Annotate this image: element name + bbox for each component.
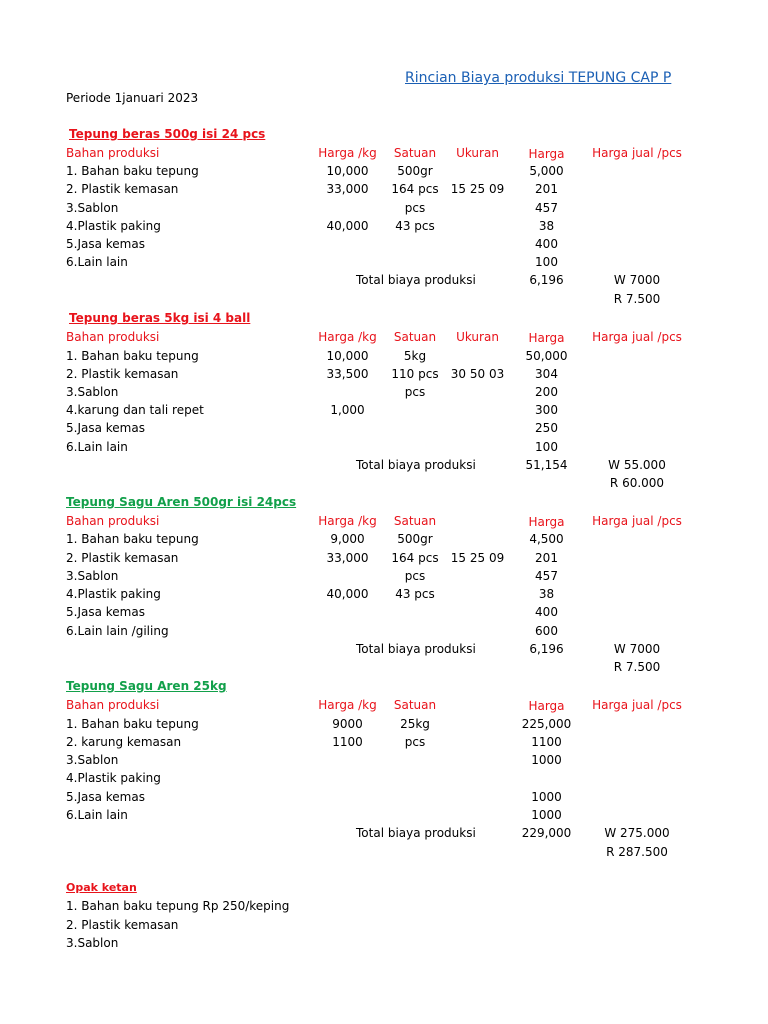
row-name: 4.Plastik paking: [66, 587, 161, 601]
row-satuan: 43 pcs: [395, 587, 435, 601]
row-ukuran: 30 50 03: [450, 367, 505, 381]
row-harga: 201: [535, 182, 558, 196]
row-satuan: 164 pcs: [391, 182, 439, 196]
header-satuan: Satuan: [393, 146, 437, 160]
row-harga-kg: 1100: [332, 735, 363, 749]
header-satuan: Satuan: [393, 698, 437, 712]
header-row: [0, 698, 768, 716]
row-harga: 38: [538, 219, 555, 233]
row-harga-kg: 33,000: [326, 182, 369, 196]
harga-jual-w: W 7000: [613, 273, 661, 287]
row-ukuran: 15 25 09: [450, 182, 505, 196]
row-name: 1. Bahan baku tepung: [66, 717, 199, 731]
table-row: [0, 349, 768, 367]
header-ukuran: Ukuran: [456, 146, 499, 160]
row-harga: 250: [535, 421, 558, 435]
total-row: [0, 458, 768, 476]
row-name: 6.Lain lain: [66, 440, 128, 454]
row-satuan: 164 pcs: [391, 551, 439, 565]
row-name: 1. Bahan baku tepung: [66, 532, 199, 546]
table-row: [0, 735, 768, 753]
section-title: Tepung Sagu Aren 500gr isi 24pcs: [66, 495, 297, 509]
row-harga: 100: [535, 440, 558, 454]
header-harga-kg: Harga /kg: [318, 330, 377, 344]
row-name: 4.karung dan tali repet: [66, 403, 204, 417]
document-title: Rincian Biaya produksi TEPUNG CAP P: [405, 71, 672, 85]
row-name: 5.Jasa kemas: [66, 237, 145, 251]
row-harga: 5,000: [529, 164, 564, 178]
row-name: 5.Jasa kemas: [66, 421, 145, 435]
harga-jual-r: R 7.500: [613, 660, 661, 674]
section-title: Tepung Sagu Aren 25kg: [66, 679, 227, 693]
row-harga-kg: 9000: [332, 717, 363, 731]
price-row: [0, 845, 768, 863]
header-bahan: Bahan produksi: [66, 146, 160, 160]
price-row: [0, 660, 768, 678]
row-harga: 600: [535, 624, 558, 638]
row-harga-kg: 1,000: [330, 403, 365, 417]
table-row: [0, 753, 768, 771]
list-item: 3.Sablon: [66, 936, 119, 950]
price-row: [0, 292, 768, 310]
row-name: 2. Plastik kemasan: [66, 182, 179, 196]
header-harga: Harga: [528, 147, 565, 161]
table-row: [0, 421, 768, 439]
harga-jual-r: R 60.000: [609, 476, 665, 490]
row-satuan: pcs: [404, 385, 426, 399]
row-harga: 201: [535, 551, 558, 565]
row-harga-kg: 40,000: [326, 219, 369, 233]
header-row: [0, 330, 768, 348]
table-row: [0, 532, 768, 550]
row-satuan: pcs: [404, 201, 426, 215]
row-name: 5.Jasa kemas: [66, 790, 145, 804]
header-harga-jual: Harga jual /pcs: [592, 146, 682, 160]
table-row: [0, 587, 768, 605]
row-harga: 100: [535, 255, 558, 269]
header-harga: Harga: [528, 699, 565, 713]
row-harga: 304: [535, 367, 558, 381]
header-satuan: Satuan: [393, 330, 437, 344]
header-ukuran: Ukuran: [456, 330, 499, 344]
header-bahan: Bahan produksi: [66, 698, 160, 712]
row-harga: 1000: [531, 753, 562, 767]
header-bahan: Bahan produksi: [66, 514, 160, 528]
total-row: [0, 826, 768, 844]
table-row: [0, 440, 768, 458]
price-row: [0, 476, 768, 494]
row-harga: 1000: [531, 790, 562, 804]
section-title: Tepung beras 500g isi 24 pcs: [69, 127, 266, 141]
row-name: 1. Bahan baku tepung: [66, 164, 199, 178]
total-label: Total biaya produksi: [356, 458, 476, 472]
total-label: Total biaya produksi: [356, 642, 476, 656]
row-harga: 200: [535, 385, 558, 399]
header-harga-jual: Harga jual /pcs: [592, 514, 682, 528]
table-row: [0, 237, 768, 255]
total-label: Total biaya produksi: [356, 273, 476, 287]
row-harga-kg: 10,000: [326, 164, 369, 178]
table-row: [0, 201, 768, 219]
header-harga-jual: Harga jual /pcs: [592, 698, 682, 712]
row-satuan: 500gr: [397, 164, 433, 178]
total-row: [0, 642, 768, 660]
row-harga-kg: 9,000: [330, 532, 365, 546]
total-value: 6,196: [529, 642, 564, 656]
row-harga: 50,000: [525, 349, 568, 363]
section-title: Opak ketan: [66, 881, 137, 894]
header-harga-kg: Harga /kg: [318, 146, 377, 160]
header-row: [0, 146, 768, 164]
table-row: [0, 771, 768, 789]
row-name: 2. karung kemasan: [66, 735, 182, 749]
row-name: 4.Plastik paking: [66, 771, 161, 785]
header-bahan: Bahan produksi: [66, 330, 160, 344]
table-row: [0, 219, 768, 237]
table-row: [0, 569, 768, 587]
period-label: Periode 1januari 2023: [66, 91, 199, 105]
harga-jual-r: R 287.500: [606, 845, 668, 859]
header-harga-kg: Harga /kg: [318, 698, 377, 712]
row-harga: 38: [538, 587, 555, 601]
row-satuan: pcs: [404, 735, 426, 749]
table-row: [0, 790, 768, 808]
row-name: 3.Sablon: [66, 753, 119, 767]
row-name: 3.Sablon: [66, 569, 119, 583]
row-name: 3.Sablon: [66, 385, 119, 399]
row-harga: 300: [535, 403, 558, 417]
table-row: [0, 182, 768, 200]
table-row: [0, 385, 768, 403]
row-satuan: 5kg: [403, 349, 427, 363]
harga-jual-w: W 55.000: [608, 458, 666, 472]
row-name: 6.Lain lain: [66, 808, 128, 822]
row-satuan: 110 pcs: [391, 367, 439, 381]
row-harga-kg: 33,000: [326, 551, 369, 565]
row-harga: 400: [535, 237, 558, 251]
row-satuan: 25kg: [400, 717, 430, 731]
header-harga: Harga: [528, 515, 565, 529]
row-harga-kg: 40,000: [326, 587, 369, 601]
header-harga-kg: Harga /kg: [318, 514, 377, 528]
row-satuan: 43 pcs: [395, 219, 435, 233]
list-item: 1. Bahan baku tepung Rp 250/keping: [66, 899, 290, 913]
table-row: [0, 551, 768, 569]
total-value: 229,000: [521, 826, 572, 840]
harga-jual-w: W 275.000: [604, 826, 670, 840]
table-row: [0, 605, 768, 623]
header-harga-jual: Harga jual /pcs: [592, 330, 682, 344]
row-name: 1. Bahan baku tepung: [66, 349, 199, 363]
row-name: 6.Lain lain /giling: [66, 624, 169, 638]
row-harga-kg: 10,000: [326, 349, 369, 363]
row-name: 3.Sablon: [66, 201, 119, 215]
table-row: [0, 367, 768, 385]
total-value: 6,196: [529, 273, 564, 287]
row-harga: 1100: [531, 735, 562, 749]
total-label: Total biaya produksi: [356, 826, 476, 840]
section-title: Tepung beras 5kg isi 4 ball: [69, 311, 251, 325]
header-harga: Harga: [528, 331, 565, 345]
table-row: [0, 717, 768, 735]
row-name: 6.Lain lain: [66, 255, 128, 269]
table-row: [0, 403, 768, 421]
total-value: 51,154: [525, 458, 568, 472]
header-row: [0, 514, 768, 532]
table-row: [0, 255, 768, 273]
row-harga: 225,000: [521, 717, 572, 731]
list-item: 2. Plastik kemasan: [66, 918, 179, 932]
row-harga: 457: [535, 569, 558, 583]
harga-jual-w: W 7000: [613, 642, 661, 656]
row-harga-kg: 33,500: [326, 367, 369, 381]
row-name: 2. Plastik kemasan: [66, 367, 179, 381]
table-row: [0, 624, 768, 642]
table-row: [0, 808, 768, 826]
row-name: 5.Jasa kemas: [66, 605, 145, 619]
row-satuan: pcs: [404, 569, 426, 583]
row-harga: 4,500: [529, 532, 564, 546]
row-harga: 1000: [531, 808, 562, 822]
header-satuan: Satuan: [393, 514, 437, 528]
harga-jual-r: R 7.500: [613, 292, 661, 306]
row-harga: 457: [535, 201, 558, 215]
table-row: [0, 164, 768, 182]
row-name: 4.Plastik paking: [66, 219, 161, 233]
row-harga: 400: [535, 605, 558, 619]
row-satuan: 500gr: [397, 532, 433, 546]
row-ukuran: 15 25 09: [450, 551, 505, 565]
row-name: 2. Plastik kemasan: [66, 551, 179, 565]
total-row: [0, 273, 768, 291]
